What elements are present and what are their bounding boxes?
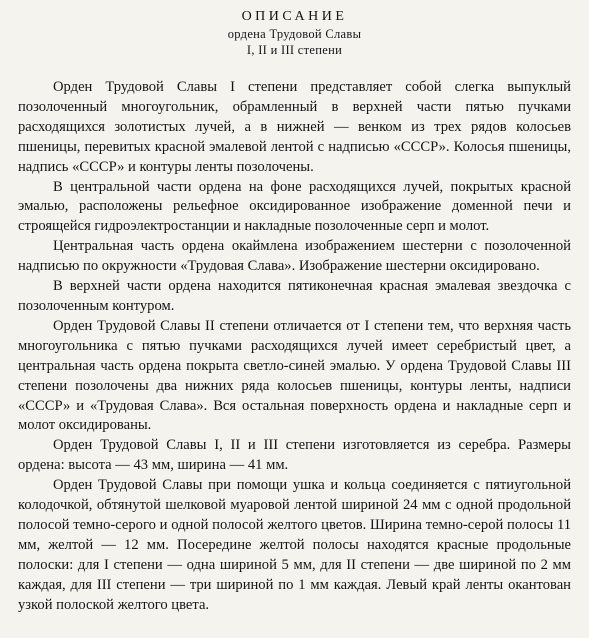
paragraph: Орден Трудовой Славы I степени представляет собой слегка выпуклый позолоченный многоугольник, обрамленный в верхней части пятью пучками расходящихся золотистых лучей, а в нижней — венком из трех рядов колосьев пшеницы, перевитых красной эмалевой лентой с надписью «СССР». Колосья пшеницы, надпись «СССР» и контуры ленты позолочены.	[18, 79, 571, 175]
document-page	[18, 6, 571, 615]
paragraph: Орден Трудовой Славы II степени отличается от I степени тем, что верхняя часть многоугольника с пятью пучками расходящихся лучей имеет серебристый цвет, а центральная часть ордена покрыта светло-синей эмалью. У ордена Трудовой Славы III степени позолочены два нижних ряда колосьев пшеницы, контуры ленты, надписи «СССР» и «Трудовая Слава». Вся остальная поверхность ордена и накладные серп и молот оксидированы.	[18, 317, 571, 434]
paragraph: Центральная часть ордена окаймлена изображением шестерни с позолоченной надписью по окружности «Трудовая Слава». Изображение шестерни оксидировано.	[18, 238, 571, 275]
paragraph: Орден Трудовой Славы I, II и III степени изготовляется из серебра. Размеры ордена: высота — 43 мм, ширина — 41 мм.	[18, 437, 571, 474]
paragraph: Орден Трудовой Славы при помощи ушка и кольца соединяется с пятиугольной колодочкой, обтянутой шелковой муаровой лентой шириной 24 мм с одной продольной полосой темно-серого и одной полосой желтого цветов. Ширина темно-серой полосы 11 мм, желтой — 12 мм. Посередине желтой полосы находятся красные продольные полоски: для I степени — одна шириной 5 мм, для II степени — две шириной по 2 мм каждая, для III степени — три шириной по 1 мм каждая. Левый край ленты окантован узкой полоской желтого цвета.	[18, 477, 571, 613]
document-degrees: I, II и III степени	[246, 43, 343, 57]
document-body	[18, 78, 571, 615]
document-title: ОПИСАНИЕ	[241, 9, 348, 24]
document-subtitle: ордена Трудовой Славы	[227, 27, 362, 41]
paragraph: В центральной части ордена на фоне расходящихся лучей, покрытых красной эмалью, расположены рельефное оксидированное изображение доменной печи и строящейся гидроэлектростанции и накладные позолоченные серп и молот.	[18, 178, 571, 235]
paragraph: В верхней части ордена находится пятиконечная красная эмалевая звездочка с позолоченным контуром.	[18, 278, 571, 314]
